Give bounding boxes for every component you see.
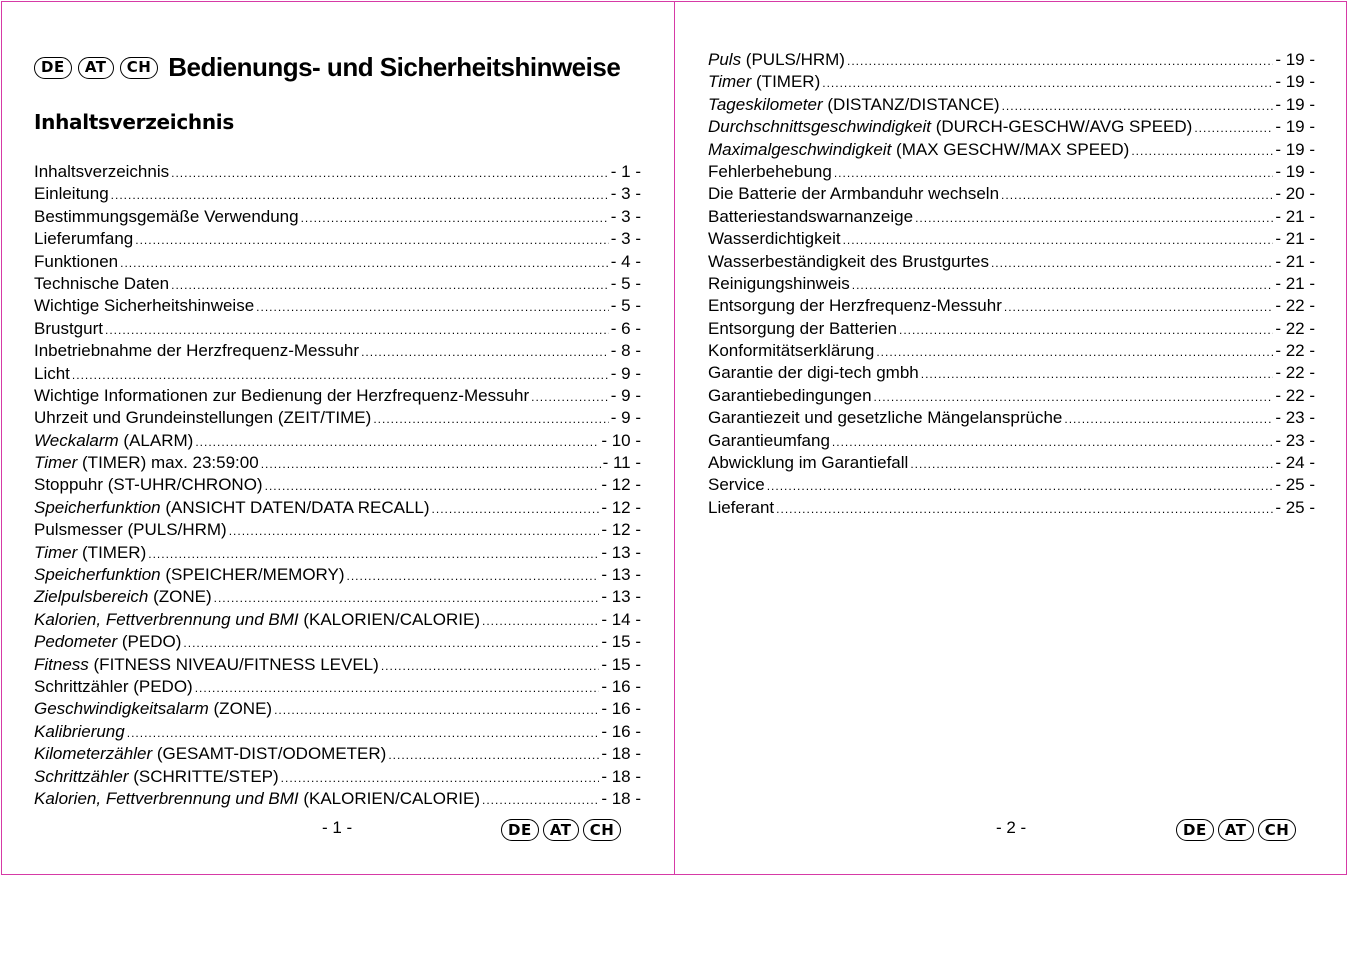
toc-entry[interactable]	[34, 452, 641, 474]
dot-leader	[847, 50, 1273, 72]
toc-entry-page: - 22 -	[1275, 341, 1315, 361]
toc-entry-text: (ALARM)	[118, 430, 194, 450]
dot-leader	[256, 296, 609, 318]
dot-leader	[1194, 117, 1273, 139]
toc-entry-italic-label: Tageskilometer	[708, 94, 823, 114]
toc-entry[interactable]	[34, 564, 641, 586]
language-badge-at: AT	[543, 819, 579, 841]
toc-entry[interactable]	[34, 273, 641, 295]
toc-entry-page: - 16 -	[601, 676, 641, 696]
toc-entry-label	[34, 721, 125, 743]
toc-entry-text: Funktionen	[34, 251, 119, 271]
toc-entry-label	[34, 452, 259, 474]
toc-entry-italic-label: Durchschnittsgeschwindigkeit	[708, 117, 931, 137]
dot-leader	[843, 229, 1274, 251]
toc-entry-label	[708, 49, 845, 71]
toc-entry-label	[34, 474, 263, 496]
toc-entry-label	[34, 586, 212, 608]
toc-entry-text: Inhaltsverzeichnis	[34, 162, 170, 181]
toc-entry-label	[708, 362, 919, 384]
toc-entry[interactable]	[708, 161, 1315, 183]
toc-entry-label	[708, 94, 1000, 116]
toc-entry-page: - 6 -	[610, 318, 641, 338]
toc-entry[interactable]	[34, 251, 641, 273]
dot-leader	[1131, 140, 1273, 162]
toc-entry-page: - 25 -	[1275, 497, 1315, 517]
language-badge-at: AT	[78, 57, 114, 79]
toc-entry-italic-label: Speicherfunktion	[34, 497, 161, 517]
toc-entry-label	[34, 609, 480, 631]
toc-entry[interactable]	[34, 497, 641, 519]
footer-badges-right	[1176, 819, 1296, 841]
toc-entry-page: - 12 -	[601, 497, 641, 517]
toc-entry-text: (DISTANZ/DISTANCE)	[822, 94, 1000, 114]
toc-entry-page: - 13 -	[601, 565, 641, 585]
toc-entry-page: - 23 -	[1275, 408, 1315, 428]
toc-entry-text: (TIMER)	[77, 542, 147, 562]
toc-entry-page: - 18 -	[601, 788, 641, 808]
dot-leader	[347, 565, 600, 587]
dot-leader	[921, 363, 1274, 385]
page-title: Bedienungs- und Sicherheitshinweise	[168, 52, 621, 82]
dot-leader	[899, 319, 1273, 341]
toc-entry-text: (PEDO)	[117, 632, 182, 652]
toc-entry-text: Entsorgung der Batterien	[708, 318, 898, 338]
toc-entry-label	[34, 542, 146, 564]
toc-entry-text: Bestimmungsgemäße Verwendung	[34, 206, 299, 226]
toc-entry-italic-label: Timer	[708, 72, 752, 92]
toc-entry-page: - 20 -	[1275, 184, 1315, 204]
toc-entry-text: Garantiezeit und gesetzliche Mängelansprüche	[708, 408, 1063, 428]
toc-entry-label	[34, 698, 272, 720]
dot-leader	[261, 453, 601, 475]
toc-entry-page: - 19 -	[1275, 139, 1315, 159]
dot-leader	[148, 543, 599, 565]
toc-list-right	[708, 49, 1315, 519]
dot-leader	[195, 677, 600, 699]
toc-entry[interactable]	[708, 94, 1315, 116]
toc-entry[interactable]	[34, 385, 641, 407]
toc-entry-text: Batteriestandswarnanzeige	[708, 206, 914, 226]
toc-entry-label	[34, 430, 193, 452]
footer-badges-left	[501, 819, 621, 841]
toc-entry-page: - 9 -	[610, 408, 641, 428]
dot-leader	[301, 207, 609, 229]
toc-entry-label	[708, 71, 820, 93]
toc-entry-text: (PULS/HRM)	[741, 50, 845, 69]
toc-entry[interactable]	[708, 228, 1315, 250]
toc-entry-page: - 24 -	[1275, 453, 1315, 473]
language-badge-ch: CH	[1258, 819, 1297, 841]
page-number-right: - 2 -	[996, 818, 1027, 837]
toc-entry-italic-label: Timer	[34, 453, 78, 473]
toc-entry-italic-label: Geschwindigkeitsalarm	[34, 699, 209, 719]
dot-leader	[171, 274, 609, 296]
toc-entry[interactable]	[34, 788, 641, 810]
toc-entry-text: Abwicklung im Garantiefall	[708, 453, 909, 473]
dot-leader	[1002, 95, 1274, 117]
toc-entry-text: (ZONE)	[148, 587, 212, 607]
toc-entry-page: - 23 -	[1275, 430, 1315, 450]
toc-heading: Inhaltsverzeichnis	[34, 110, 234, 134]
page-number-left: - 1 -	[322, 818, 353, 837]
toc-entry[interactable]	[708, 71, 1315, 93]
dot-leader	[915, 207, 1273, 229]
toc-entry-label	[708, 318, 897, 340]
dot-leader	[482, 789, 599, 811]
toc-entry-text: Uhrzeit und Grundeinstellungen (ZEIT/TIME)	[34, 408, 372, 428]
toc-entry[interactable]	[34, 654, 641, 676]
toc-entry-label	[34, 340, 359, 362]
toc-entry-page: - 12 -	[601, 475, 641, 495]
toc-entry-text: Wichtige Sicherheitshinweise	[34, 296, 255, 316]
toc-entry[interactable]	[34, 161, 641, 183]
toc-entry-text: Inbetriebnahme der Herzfrequenz-Messuhr	[34, 341, 360, 361]
toc-entry-text: Wasserdichtigkeit	[708, 229, 841, 249]
toc-entry[interactable]	[708, 295, 1315, 317]
toc-entry-page: - 3 -	[610, 184, 641, 204]
toc-entry[interactable]	[34, 609, 641, 631]
toc-entry-italic-label: Pedometer	[34, 632, 118, 652]
toc-entry[interactable]	[708, 183, 1315, 205]
toc-entry-label	[34, 385, 529, 407]
toc-entry[interactable]	[708, 139, 1315, 161]
toc-entry-page: - 14 -	[601, 609, 641, 629]
toc-entry-page: - 3 -	[610, 229, 641, 249]
toc-entry-label	[34, 654, 379, 676]
dot-leader	[105, 319, 609, 341]
toc-entry[interactable]	[34, 183, 641, 205]
dot-leader	[195, 431, 599, 453]
toc-entry-label	[34, 183, 109, 205]
dot-leader	[1064, 408, 1273, 430]
toc-entry[interactable]	[708, 206, 1315, 228]
toc-entry-text: Garantiebedingungen	[708, 385, 872, 405]
dot-leader	[361, 341, 609, 363]
toc-entry-label	[34, 295, 254, 317]
toc-entry-text: Lieferumfang	[34, 229, 134, 249]
dot-leader	[832, 431, 1273, 453]
toc-entry-italic-label: Zielpulsbereich	[34, 587, 149, 607]
toc-entry-label	[34, 251, 118, 273]
toc-entry-text: Wasserbeständigkeit des Brustgurtes	[708, 251, 989, 271]
toc-entry-text: Brustgurt	[34, 318, 103, 338]
toc-entry-label	[34, 273, 169, 295]
dot-leader	[183, 632, 599, 654]
dot-leader	[776, 498, 1273, 520]
toc-entry-italic-label: Weckalarm	[34, 430, 119, 450]
toc-entry-text: (MAX GESCHW/MAX SPEED)	[891, 139, 1130, 159]
language-badge-ch: CH	[120, 57, 159, 79]
toc-entry-label	[34, 788, 480, 810]
toc-entry-text: (GESAMT-DIST/ODOMETER)	[152, 744, 387, 764]
dot-leader	[432, 498, 600, 520]
toc-entry[interactable]	[708, 251, 1315, 273]
toc-entry-label	[34, 318, 103, 340]
dot-leader	[281, 767, 600, 789]
toc-entry-label	[34, 497, 430, 519]
dot-leader	[72, 364, 609, 386]
toc-entry-page: - 16 -	[601, 699, 641, 719]
toc-entry-text: (KALORIEN/CALORIE)	[298, 788, 480, 808]
toc-entry[interactable]	[708, 49, 1315, 71]
dot-leader	[822, 72, 1273, 94]
toc-entry-text: Die Batterie der Armbanduhr wechseln	[708, 184, 1000, 204]
dot-leader	[111, 184, 609, 206]
toc-entry-label	[34, 363, 70, 385]
language-badge-at: AT	[1218, 819, 1254, 841]
dot-leader	[381, 655, 600, 677]
toc-entry-italic-label: Schrittzähler	[34, 766, 129, 786]
dot-leader	[1004, 296, 1273, 318]
toc-entry-text: Fehlerbehebung	[708, 161, 832, 181]
toc-entry-page: - 19 -	[1275, 50, 1315, 69]
toc-entry-page: - 1 -	[610, 162, 641, 181]
toc-entry-page: - 19 -	[1275, 161, 1315, 181]
toc-entry-text: Garantieumfang	[708, 430, 830, 450]
toc-entry-page: - 13 -	[601, 587, 641, 607]
toc-entry-label	[708, 273, 850, 295]
toc-entry[interactable]	[34, 631, 641, 653]
dot-leader	[834, 162, 1273, 184]
toc-entry-page: - 19 -	[1275, 72, 1315, 92]
toc-entry[interactable]	[34, 519, 641, 541]
toc-entry-page: - 13 -	[601, 542, 641, 562]
dot-leader	[265, 475, 600, 497]
toc-entry-label	[34, 161, 169, 183]
toc-entry[interactable]	[34, 295, 641, 317]
toc-entry[interactable]	[708, 273, 1315, 295]
toc-entry[interactable]	[708, 430, 1315, 452]
toc-entry-page: - 22 -	[1275, 318, 1315, 338]
toc-entry-page: - 21 -	[1275, 229, 1315, 249]
toc-entry-label	[708, 452, 908, 474]
dot-leader	[852, 274, 1274, 296]
toc-entry-text: Konformitätserklärung	[708, 341, 875, 361]
left-page-header	[34, 52, 620, 83]
toc-entry[interactable]	[708, 474, 1315, 496]
toc-entry-page: - 8 -	[610, 341, 641, 361]
toc-entry-text: (KALORIEN/CALORIE)	[298, 609, 480, 629]
toc-entry[interactable]	[34, 318, 641, 340]
toc-entry-text: (DURCH-GESCHW/AVG SPEED)	[931, 117, 1193, 137]
toc-entry-label	[708, 139, 1129, 161]
toc-entry-label	[34, 206, 299, 228]
toc-entry-label	[708, 161, 832, 183]
toc-entry-page: - 21 -	[1275, 251, 1315, 271]
toc-entry-text: Service	[708, 475, 765, 495]
toc-entry-text: (ANSICHT DATEN/DATA RECALL)	[160, 497, 430, 517]
toc-entry[interactable]	[34, 474, 641, 496]
toc-entry-page: - 9 -	[610, 385, 641, 405]
toc-entry-page: - 18 -	[601, 766, 641, 786]
toc-entry-text: Pulsmesser (PULS/HRM)	[34, 520, 227, 540]
toc-entry-text: (SPEICHER/MEMORY)	[160, 565, 345, 585]
toc-entry-text: Reinigungshinweis	[708, 273, 850, 293]
toc-entry-label	[708, 407, 1062, 429]
toc-entry-text: Stoppuhr (ST-UHR/CHRONO)	[34, 475, 263, 495]
toc-entry-label	[34, 407, 371, 429]
toc-entry-text: (TIMER) max. 23:59:00	[77, 453, 259, 473]
toc-entry[interactable]	[34, 407, 641, 429]
toc-entry-page: - 22 -	[1275, 296, 1315, 316]
dot-leader	[531, 386, 609, 408]
language-badge-de: DE	[1176, 819, 1214, 841]
toc-entry-label	[708, 474, 765, 496]
language-badge-de: DE	[501, 819, 539, 841]
dot-leader	[910, 453, 1273, 475]
toc-entry-text: Technische Daten	[34, 273, 170, 293]
toc-entry-label	[34, 743, 386, 765]
dot-leader	[1001, 184, 1273, 206]
toc-entry[interactable]	[34, 430, 641, 452]
toc-entry-page: - 19 -	[1275, 117, 1315, 137]
toc-entry-label	[708, 251, 989, 273]
toc-entry[interactable]	[708, 497, 1315, 519]
dot-leader	[214, 587, 600, 609]
language-badge-de: DE	[34, 57, 72, 79]
dot-leader	[767, 475, 1274, 497]
toc-entry-label	[708, 430, 830, 452]
toc-entry-italic-label: Timer	[34, 542, 78, 562]
dot-leader	[274, 699, 599, 721]
toc-entry-label	[34, 519, 227, 541]
toc-list-left	[34, 161, 641, 810]
toc-entry[interactable]	[34, 766, 641, 788]
toc-entry[interactable]	[708, 362, 1315, 384]
dot-leader	[127, 722, 600, 744]
toc-entry-text: Licht	[34, 363, 70, 383]
dot-leader	[991, 252, 1273, 274]
toc-entry-label	[708, 206, 913, 228]
toc-entry-page: - 21 -	[1275, 206, 1315, 226]
toc-entry[interactable]	[34, 542, 641, 564]
toc-entry-italic-label: Puls	[708, 50, 742, 69]
toc-entry-text: (FITNESS NIVEAU/FITNESS LEVEL)	[88, 654, 379, 674]
toc-entry-label	[708, 228, 841, 250]
toc-entry[interactable]	[708, 318, 1315, 340]
toc-entry-label	[708, 340, 874, 362]
toc-entry-page: - 25 -	[1275, 475, 1315, 495]
toc-entry-label	[34, 228, 133, 250]
toc-entry-page: - 21 -	[1275, 273, 1315, 293]
toc-entry-page: - 12 -	[601, 520, 641, 540]
toc-entry-page: - 22 -	[1275, 363, 1315, 383]
toc-entry[interactable]	[708, 452, 1315, 474]
toc-entry-italic-label: Maximalgeschwindigkeit	[708, 139, 892, 159]
toc-entry-italic-label: Speicherfunktion	[34, 565, 161, 585]
language-badge-ch: CH	[583, 819, 622, 841]
toc-entry[interactable]	[34, 586, 641, 608]
toc-entry-text: Entsorgung der Herzfrequenz-Messuhr	[708, 296, 1002, 316]
toc-entry-label	[34, 766, 279, 788]
toc-entry[interactable]	[34, 676, 641, 698]
toc-entry-label	[34, 564, 345, 586]
toc-entry[interactable]	[34, 228, 641, 250]
toc-entry-page: - 15 -	[601, 654, 641, 674]
dot-leader	[373, 408, 608, 430]
dot-leader	[135, 229, 609, 251]
toc-entry-page: - 19 -	[1275, 94, 1315, 114]
toc-entry-text: (ZONE)	[208, 699, 273, 719]
toc-entry[interactable]	[34, 721, 641, 743]
toc-entry-page: - 3 -	[610, 206, 641, 226]
toc-entry-page: - 5 -	[610, 273, 641, 293]
page-divider	[674, 1, 675, 875]
toc-entry-italic-label: Fitness	[34, 654, 89, 674]
dot-leader	[874, 386, 1274, 408]
toc-entry-label	[708, 183, 999, 205]
toc-entry[interactable]	[34, 340, 641, 362]
toc-entry-label	[34, 631, 181, 653]
toc-entry-page: - 4 -	[610, 251, 641, 271]
toc-entry-page: - 9 -	[610, 363, 641, 383]
toc-entry[interactable]	[708, 385, 1315, 407]
dot-leader	[171, 162, 609, 184]
toc-entry[interactable]	[34, 363, 641, 385]
toc-entry-label	[708, 385, 872, 407]
dot-leader	[876, 341, 1273, 363]
toc-entry[interactable]	[34, 206, 641, 228]
toc-entry[interactable]	[708, 407, 1315, 429]
toc-entry[interactable]	[34, 743, 641, 765]
toc-entry-label	[708, 116, 1192, 138]
toc-entry-label	[34, 676, 193, 698]
toc-entry-page: - 10 -	[601, 430, 641, 450]
toc-entry-italic-label: Kalorien, Fettverbrennung und BMI	[34, 609, 299, 629]
toc-entry-page: - 18 -	[601, 744, 641, 764]
toc-entry-label	[708, 497, 774, 519]
toc-entry-italic-label: Kalorien, Fettverbrennung und BMI	[34, 788, 299, 808]
toc-entry-page: - 16 -	[601, 721, 641, 741]
toc-entry[interactable]	[708, 340, 1315, 362]
dot-leader	[388, 744, 599, 766]
toc-entry-text: Garantie der digi-tech gmbh	[708, 363, 919, 383]
dot-leader	[120, 252, 609, 274]
toc-entry-text: Einleitung	[34, 184, 109, 204]
dot-leader	[229, 520, 600, 542]
toc-entry-page: - 15 -	[601, 632, 641, 652]
toc-entry-text: (SCHRITTE/STEP)	[128, 766, 279, 786]
toc-entry-text: Lieferant	[708, 497, 775, 517]
toc-entry-text: Wichtige Informationen zur Bedienung der Herzfrequenz-Messuhr	[34, 385, 530, 405]
toc-entry[interactable]	[34, 698, 641, 720]
toc-entry-page: - 11 -	[602, 453, 641, 473]
dot-leader	[482, 610, 599, 632]
toc-entry-page: - 5 -	[610, 296, 641, 316]
toc-entry[interactable]	[708, 116, 1315, 138]
toc-entry-text: (TIMER)	[751, 72, 821, 92]
toc-entry-italic-label: Kilometerzähler	[34, 744, 153, 764]
toc-entry-page: - 22 -	[1275, 385, 1315, 405]
toc-entry-label	[708, 295, 1002, 317]
toc-entry-text: Schrittzähler (PEDO)	[34, 676, 193, 696]
toc-entry-italic-label: Kalibrierung	[34, 721, 125, 741]
